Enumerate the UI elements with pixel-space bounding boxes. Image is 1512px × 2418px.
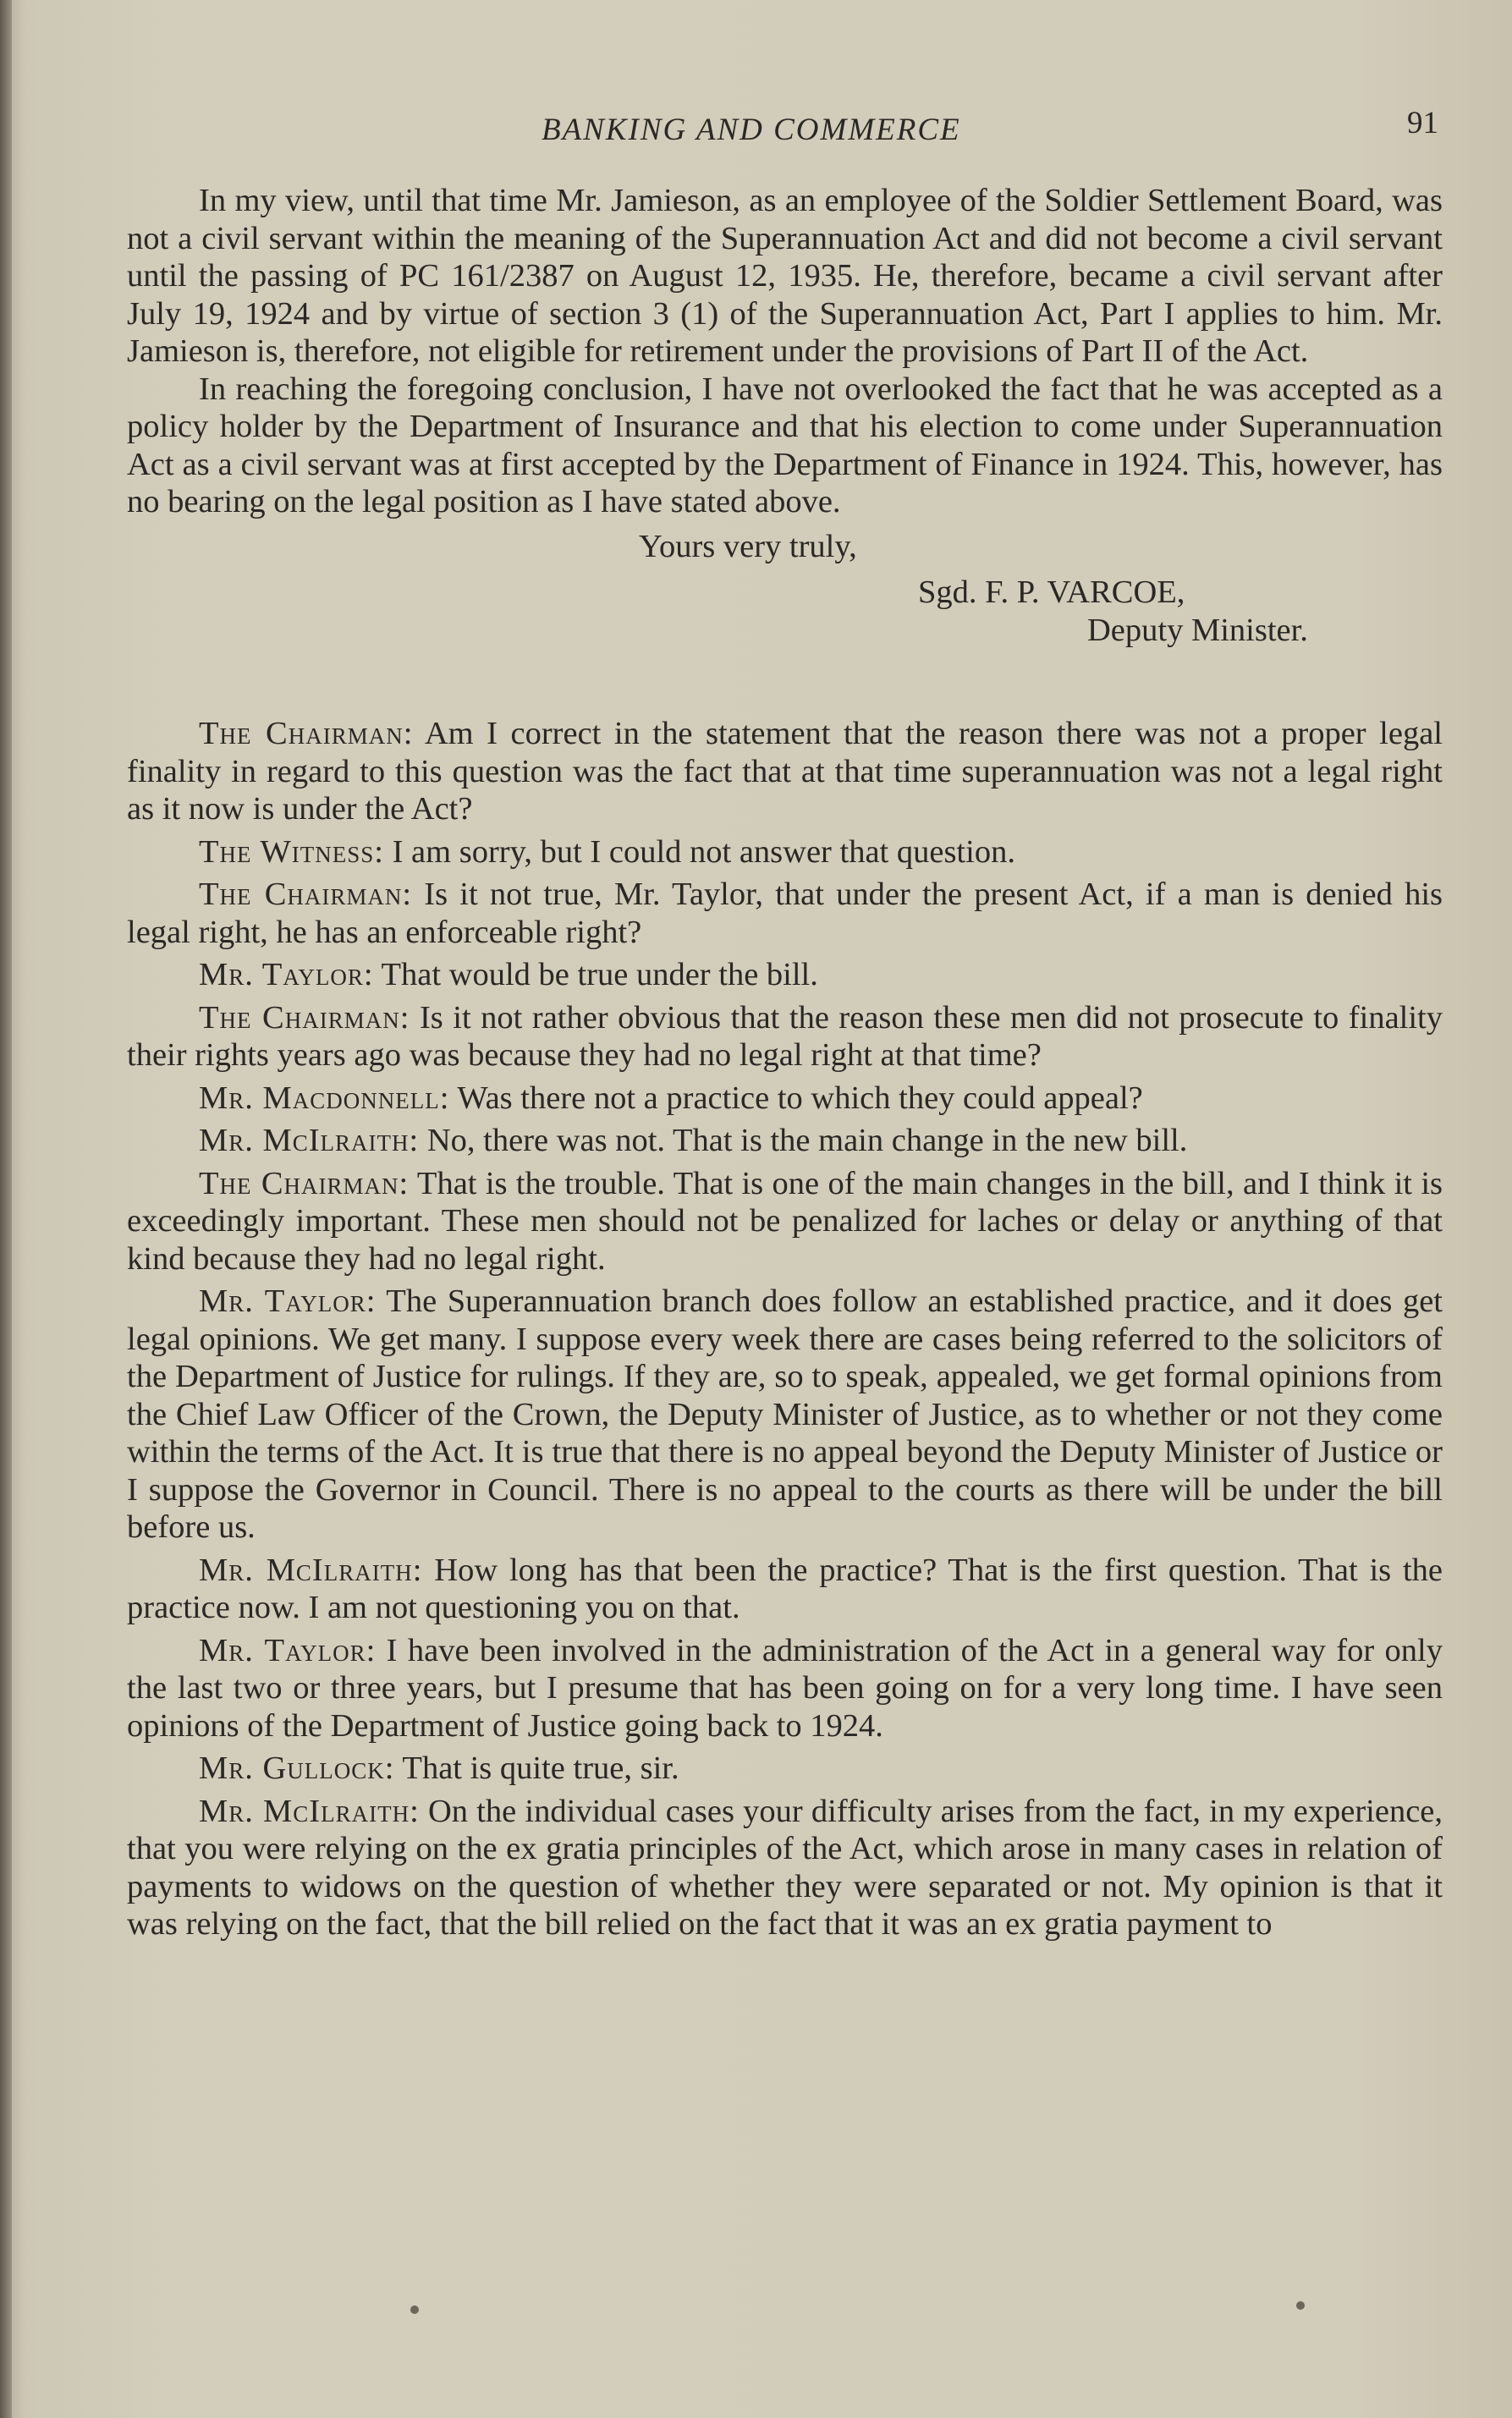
speaker-name: Mr. Macdonnell: (199, 1080, 450, 1116)
dialogue-entry (127, 1793, 1443, 1943)
speech-text: That would be true under the bill. (381, 957, 818, 992)
speech-text: Is it not true, Mr. Taylor, that under the present Act, if a man is denied his legal right, he has an enforceable right? (127, 877, 1443, 950)
speech-text: Was there not a practice to which they could appeal? (457, 1080, 1143, 1116)
letter-paragraph: In reaching the foregoing conclusion, I have not overlooked the fact that he was accepted as a policy holder by the Department of Insurance and that his election to come under Superannuation Act as a civil servant was at first accepted by the Department of Finance in 1924. This, however, has no bearing on the legal position as I have stated above. (127, 371, 1443, 519)
speech-text: How long has that been the practice? That is the first question. That is the practice now. I am not questioning you on that. (127, 1552, 1443, 1625)
dialogue-entry (127, 1632, 1443, 1745)
speaker-name: The Chairman: (199, 1165, 410, 1201)
page-body (127, 182, 1443, 1948)
speaker-name: Mr. McIlraith: (199, 1123, 420, 1158)
paper-speck (1296, 2301, 1305, 2310)
speaker-name: Mr. McIlraith: (199, 1793, 420, 1829)
speaker-name: Mr. McIlraith: (199, 1552, 423, 1588)
dialogue-entry (127, 1165, 1443, 1278)
speaker-name: Mr. Taylor: (199, 1283, 377, 1319)
signature-title: Deputy Minister. (1087, 612, 1308, 648)
dialogue-entry (127, 999, 1443, 1074)
testimony-dialogue (127, 715, 1443, 1943)
speech-text: No, there was not. That is the main change in the new bill. (426, 1123, 1188, 1158)
dialogue-entry (127, 833, 1443, 871)
speech-text: The Superannuation branch does follow an established practice, and it does get legal opinions. We get many. I suppose every week there are cases being referred to the solicitors of the Department of Justice for rulings. If they are, so to speak, appealed, we get formal opinions from the Chief Law Officer of the Crown, the Deputy Minister of Justice, as to whether or not they come within the terms of the Act. It is true that there is no appeal beyond the Deputy Minister of Justice or I suppose the Governor in Council. There is no appeal to the courts as there will be under the bill before us. (127, 1283, 1443, 1545)
signature: Sgd. F. P. VARCOE, (918, 574, 1185, 610)
dialogue-entry (127, 1122, 1443, 1160)
speech-text: On the individual cases your difficulty arises from the fact, in my experience, that you were relying on the ex gratia principles of the Act, which arose in many cases in relation of payments to widows on the question of whether they were separated or not. My opinion is that it was relying on the fact, that the bill relied on the fact that it was an ex gratia payment to (127, 1793, 1443, 1942)
speech-text: Is it not rather obvious that the reason these men did not prosecute to finality their rights years ago was because they had no legal right at that time? (127, 999, 1443, 1073)
speech-text: That is the trouble. That is one of the main changes in the bill, and I think it is exceedingly important. These men should not be penalized for laches or delay or anything of that kind because they had no legal right. (127, 1165, 1443, 1277)
speech-text: I have been involved in the administration of the Act in a general way for only the last two or three years, but I presume that has been going on for a very long time. I have seen opinions of the Department of Justice going back to 1924. (127, 1632, 1443, 1744)
letter-paragraph: In my view, until that time Mr. Jamieson, as an employee of the Soldier Settlement Board, was not a civil servant within the meaning of the Superannuation Act and did not become a civil servant until the passing of PC 161/2387 on August 12, 1935. He, therefore, became a civil servant after July 19, 1924 and by virtue of section 3 (1) of the Superannuation Act, Part I applies to him. Mr. Jamieson is, therefore, not eligible for retirement under the provisions of Part II of the Act. (127, 183, 1443, 369)
page-header (127, 103, 1447, 154)
dialogue-entry (127, 1552, 1443, 1627)
speech-text: Am I correct in the statement that the reason there was not a proper legal finality in regard to this question was the fact that at that time superannuation was not a legal right as it now is under the Act? (127, 716, 1443, 827)
speaker-name: The Chairman: (199, 999, 410, 1036)
running-title: BANKING AND COMMERCE (542, 113, 961, 147)
speaker-name: Mr. Gullock: (199, 1750, 395, 1786)
dialogue-entry (127, 1750, 1443, 1788)
dialogue-entry (127, 1080, 1443, 1118)
book-spine-shadow (0, 0, 12, 2418)
dialogue-entry (127, 876, 1443, 951)
speaker-name: Mr. Taylor: (199, 957, 374, 992)
page-number: 91 (1407, 106, 1438, 140)
letter-excerpt (127, 182, 1443, 649)
speaker-name: The Chairman: (199, 877, 413, 912)
speech-text: I am sorry, but I could not answer that question. (392, 833, 1015, 870)
dialogue-entry (127, 715, 1443, 828)
speech-text: That is quite true, sir. (402, 1750, 679, 1786)
paper-speck (410, 2305, 419, 2314)
dialogue-entry (127, 1283, 1443, 1547)
speaker-name: The Witness: (199, 833, 384, 870)
speaker-name: The Chairman: (199, 716, 414, 751)
dialogue-entry (127, 956, 1443, 994)
speaker-name: Mr. Taylor: (199, 1632, 377, 1668)
letter-closing: Yours very truly, (639, 528, 857, 564)
